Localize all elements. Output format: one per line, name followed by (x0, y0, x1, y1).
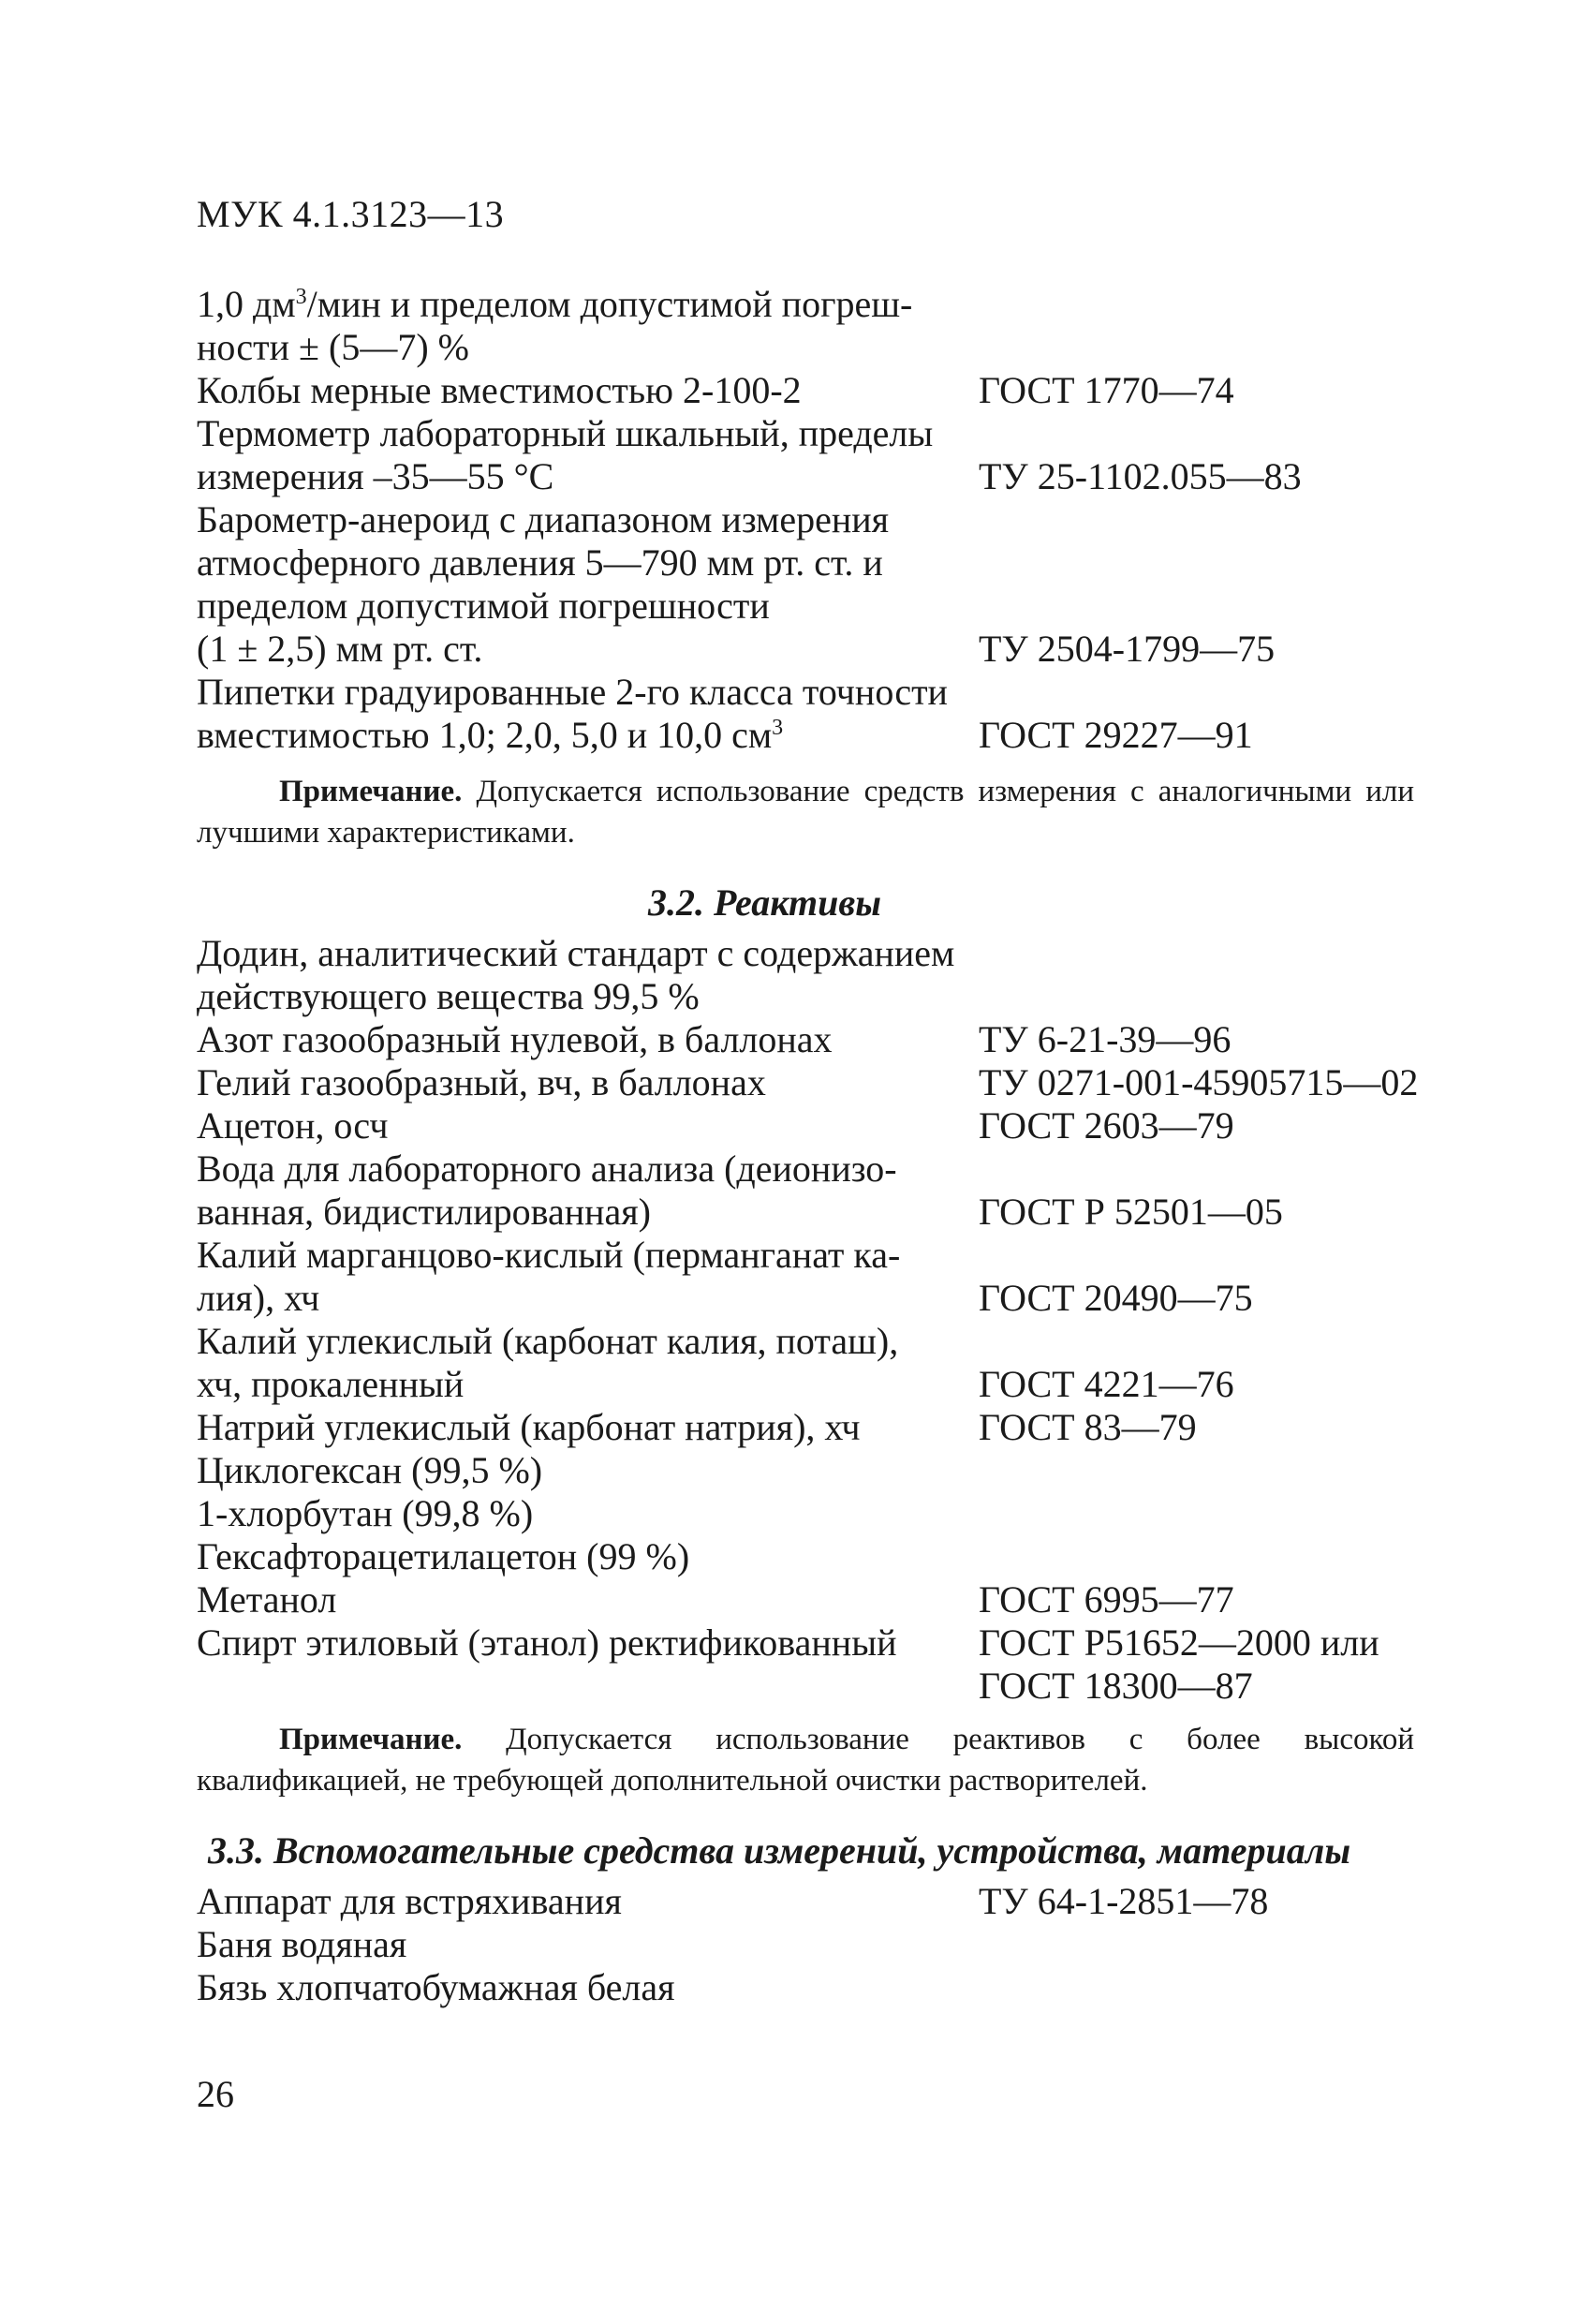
row-standard-ref: ГОСТ 18300—87 (979, 1665, 1253, 1707)
list-row (197, 1966, 1452, 2009)
section-title-reagents: 3.2. Реактивы (648, 881, 881, 924)
row-description: Метанол (197, 1578, 337, 1621)
row-standard-ref: ГОСТ 83—79 (979, 1406, 1197, 1448)
row-description: хч, прокаленный (197, 1363, 465, 1405)
row-description: Бязь хлопчатобумажная белая (197, 1966, 675, 2008)
list-row (197, 1923, 1452, 1966)
row-standard-ref: ГОСТ Р 52501—05 (979, 1191, 1283, 1233)
row-description: вместимостью 1,0; 2,0, 5,0 и 10,0 $см^3$ (197, 714, 784, 756)
list-row (197, 1621, 1452, 1665)
superscript: 3 (295, 285, 307, 309)
note-label: Примечание. (279, 1723, 463, 1756)
list-row (197, 671, 1452, 714)
row-description: Спирт этиловый (этанол) ректификованный (197, 1621, 897, 1664)
row-description: Калий углекислый (карбонат калия, поташ), (197, 1320, 899, 1362)
row-description: Ацетон, осч (197, 1104, 389, 1147)
list-row (197, 1320, 1452, 1363)
list-row (197, 412, 1452, 455)
row-description: пределом допустимой погрешности (197, 585, 770, 627)
list-row (197, 1578, 1452, 1621)
list-row (197, 975, 1452, 1018)
row-description: (1 ± 2,5) мм рт. ст. (197, 628, 483, 670)
list-row (197, 1492, 1452, 1535)
row-description: ности ± (5—7) % (197, 326, 469, 368)
instruments-list (197, 283, 1452, 757)
note-label: Примечание. (279, 775, 463, 808)
section-title-auxiliary: 3.3. Вспомогательные средства измерений, устройства, материалы (208, 1829, 1351, 1872)
row-description: Баня водяная (197, 1923, 407, 1965)
row-description: Вода для лабораторного анализа (деионизо- (197, 1147, 897, 1190)
superscript: 3 (772, 716, 784, 740)
row-description: Колбы мерные вместимостью 2-100-2 (197, 369, 802, 411)
row-standard-ref: ТУ 64-1-2851—78 (979, 1880, 1269, 1922)
row-standard-ref: ГОСТ 1770—74 (979, 369, 1234, 411)
row-description: Пипетки градуированные 2-го класса точности (197, 671, 948, 713)
note-instruments (197, 771, 1414, 853)
row-standard-ref: ГОСТ 20490—75 (979, 1277, 1253, 1319)
list-row (197, 1018, 1452, 1061)
list-row (197, 1104, 1452, 1147)
list-row (197, 1191, 1452, 1234)
row-standard-ref: ГОСТ 29227—91 (979, 714, 1253, 756)
row-description: лия), хч (197, 1277, 320, 1319)
row-description: Гелий газообразный, вч, в баллонах (197, 1061, 766, 1103)
row-description: действующего вещества 99,5 % (197, 975, 700, 1017)
note-reagents (197, 1719, 1414, 1801)
row-standard-ref: ГОСТ Р51652—2000 или (979, 1621, 1379, 1664)
row-description: Термометр лабораторный шкальный, пределы (197, 412, 934, 454)
list-row (197, 1535, 1452, 1578)
row-description: Натрий углекислый (карбонат натрия), хч (197, 1406, 861, 1448)
row-standard-ref: ТУ 2504-1799—75 (979, 628, 1276, 670)
row-description: Аппарат для встряхивания (197, 1880, 622, 1922)
row-standard-ref: ГОСТ 4221—76 (979, 1363, 1234, 1405)
row-standard-ref: ТУ 25-1102.055—83 (979, 455, 1302, 497)
document-code-header: МУК 4.1.3123—13 (197, 193, 505, 235)
note-text: Допускается использование реактивов с более высокой квалификацией, не требующей дополнительной очистки растворителей. (197, 1723, 1414, 1798)
list-row (197, 585, 1452, 628)
list-row (197, 932, 1452, 975)
row-description: измерения –35—55 °С (197, 455, 554, 497)
list-row (197, 1147, 1452, 1191)
list-row (197, 1406, 1452, 1449)
list-row (197, 1061, 1452, 1104)
page-number: 26 (197, 2073, 234, 2115)
row-description: Гексафторацетилацетон (99 %) (197, 1535, 690, 1577)
row-standard-ref: ГОСТ 6995—77 (979, 1578, 1234, 1621)
list-row (197, 369, 1452, 412)
row-standard-ref: ГОСТ 2603—79 (979, 1104, 1234, 1147)
list-row (197, 498, 1452, 541)
row-description: 1,0 $дм^3$/мин и пределом допустимой погреш- (197, 283, 913, 325)
list-row (197, 714, 1452, 757)
list-row (197, 1363, 1452, 1406)
note-text: Допускается использование средств измерения с аналогичными или лучшими характеристиками. (197, 775, 1414, 850)
list-row (197, 1665, 1452, 1708)
row-description: Циклогексан (99,5 %) (197, 1449, 543, 1491)
list-row (197, 1234, 1452, 1277)
list-row (197, 1277, 1452, 1320)
row-description: Додин, аналитический стандарт с содержанием (197, 932, 955, 974)
list-row (197, 326, 1452, 369)
list-row (197, 1880, 1452, 1923)
row-description: атмосферного давления 5—790 мм рт. ст. и (197, 541, 883, 584)
row-description: Калий марганцово-кислый (перманганат ка- (197, 1234, 901, 1276)
list-row (197, 628, 1452, 671)
list-row (197, 1449, 1452, 1492)
list-row (197, 455, 1452, 498)
auxiliary-list (197, 1880, 1452, 2009)
row-description: Азот газообразный нулевой, в баллонах (197, 1018, 833, 1060)
row-standard-ref: ТУ 0271-001-45905715—02 (979, 1061, 1419, 1103)
reagents-list (197, 932, 1452, 1708)
row-description: Барометр-анероид с диапазоном измерения (197, 498, 890, 540)
row-description: ванная, бидистилированная) (197, 1191, 651, 1233)
list-row (197, 283, 1452, 326)
list-row (197, 541, 1452, 585)
row-standard-ref: ТУ 6-21-39—96 (979, 1018, 1232, 1060)
row-description: 1-хлорбутан (99,8 %) (197, 1492, 534, 1534)
